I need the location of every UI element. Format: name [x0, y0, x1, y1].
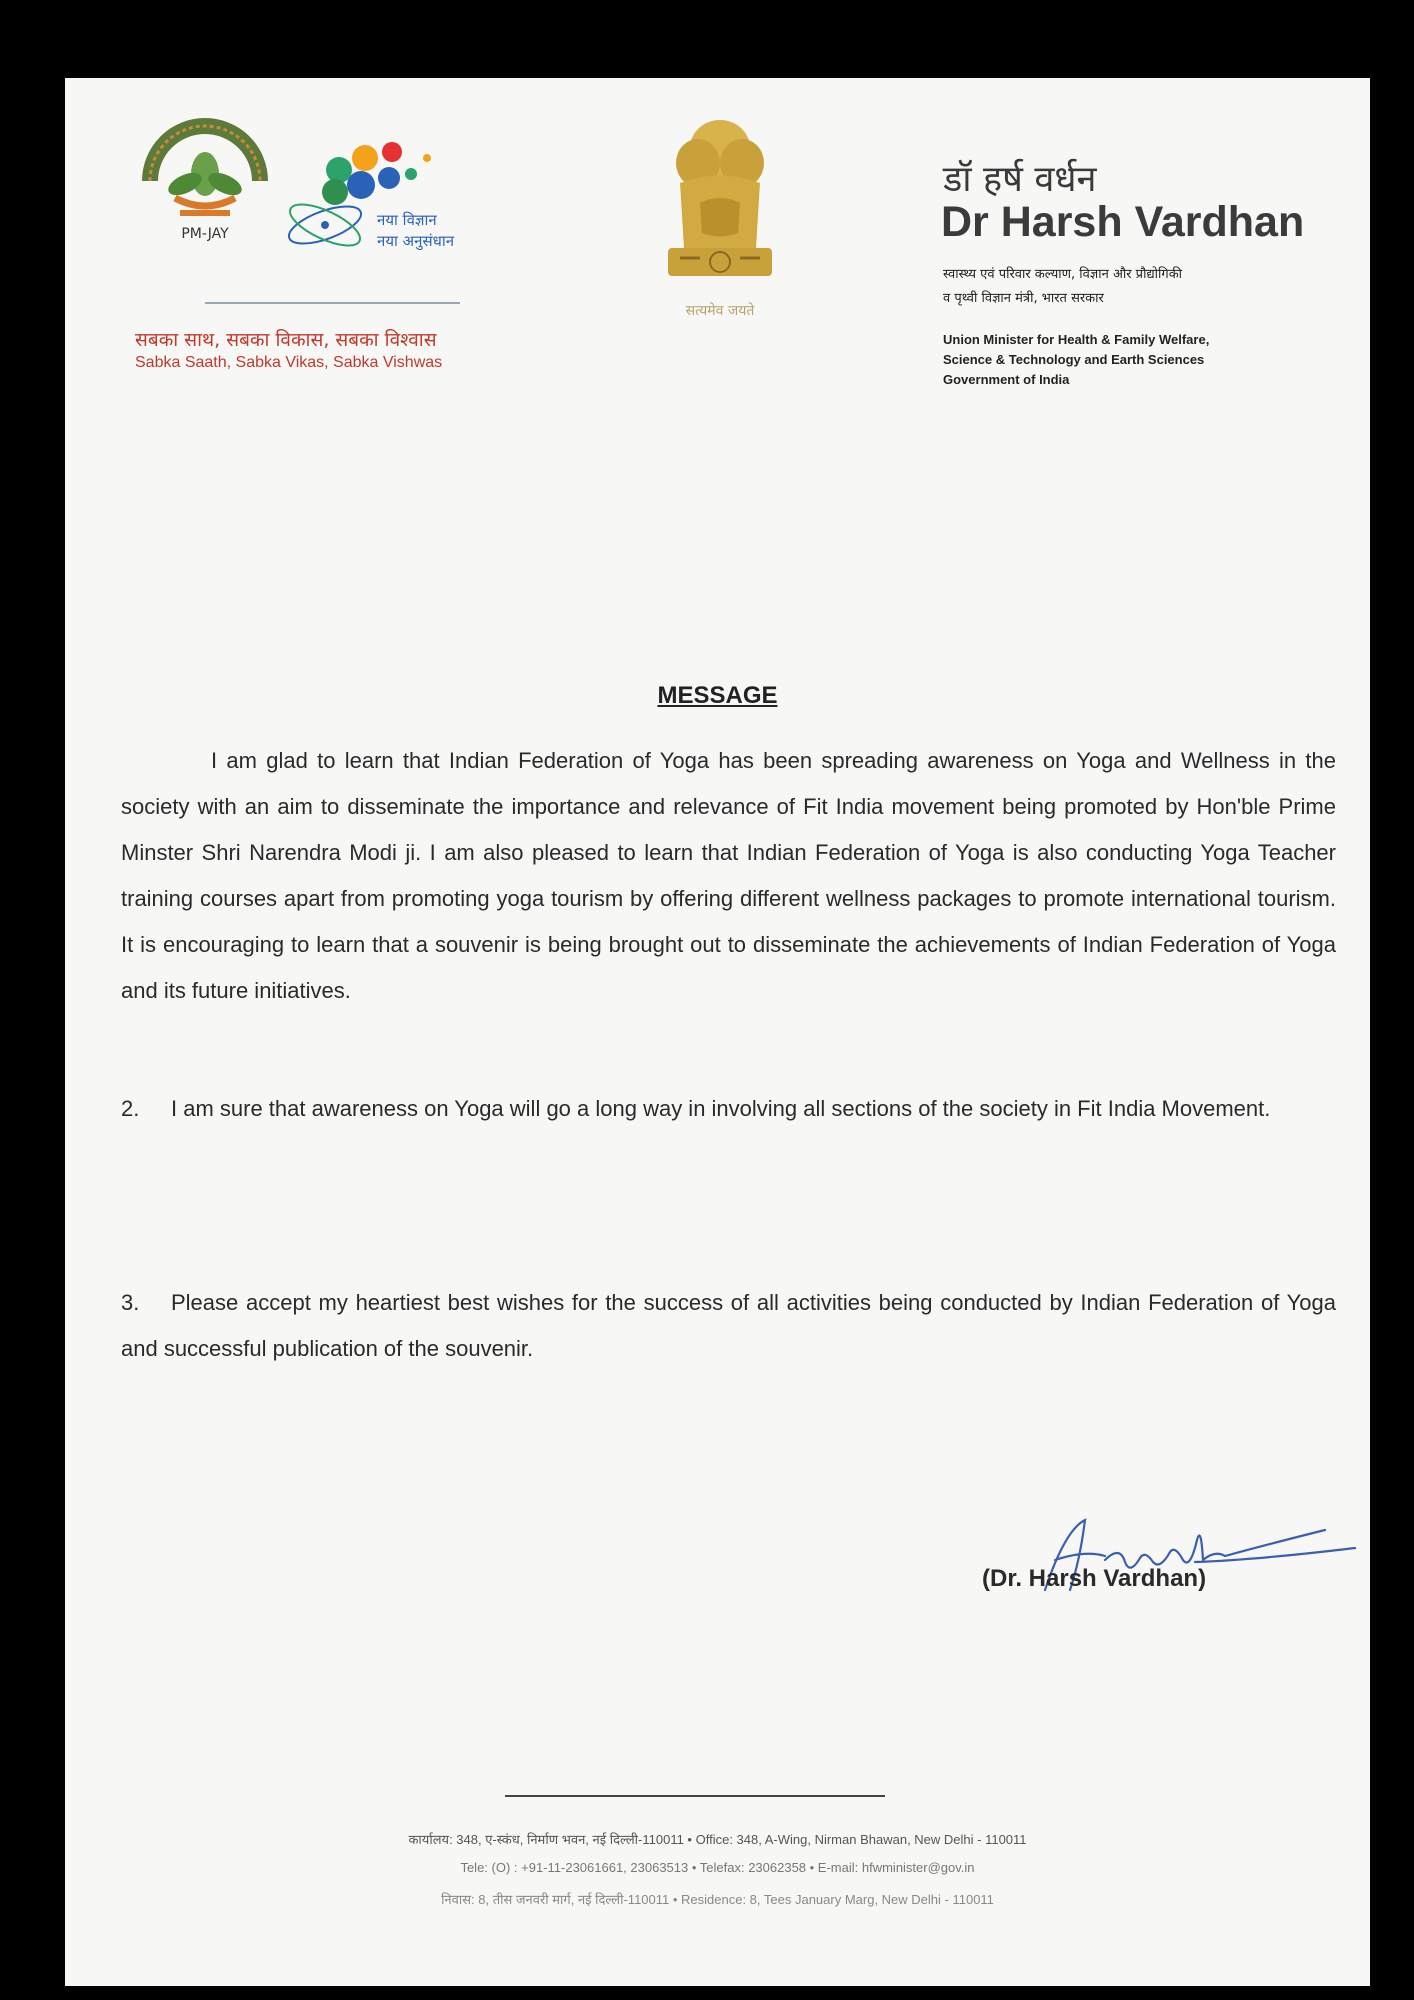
slogan-english: Sabka Saath, Sabka Vikas, Sabka Vishwas [135, 354, 443, 371]
message-paragraph-2 [121, 1086, 1336, 1132]
science-logo [277, 130, 487, 260]
pmjay-label: PM-JAY [181, 226, 229, 242]
science-label-1: नया विज्ञान [377, 211, 437, 229]
science-label-2: नया अनुसंधान [377, 232, 455, 250]
slogan-hindi: सबका साथ, सबका विकास, सबका विश्वास [135, 329, 437, 351]
pmjay-logo [130, 106, 280, 256]
designation-english [943, 330, 1370, 390]
footer-office-address: कार्यालय: 348, ए-स्कंध, निर्माण भवन, नई दिल्ली-110011 • Office: 348, A-Wing, Nirman Bhawan, New Delhi - 110011 [408, 1832, 1027, 1847]
footer-residence-address: निवास: 8, तीस जनवरी मार्ग, नई दिल्ली-110011 • Residence: 8, Tees January Marg, New Delhi - 110011 [441, 1892, 994, 1907]
message-paragraph-3 [121, 1280, 1336, 1372]
paragraph-text: Please accept my heartiest best wishes for the success of all activities being conducted by Indian Federation of Yoga and successful publication of the souvenir. [121, 1290, 1336, 1361]
designation-english-line: Government of India [943, 372, 1070, 387]
designation-hindi [943, 263, 1370, 311]
designation-hindi-line: स्वास्थ्य एवं परिवार कल्याण, विज्ञान और प्रौद्योगिकी [943, 267, 1183, 282]
designation-hindi-line: व पृथ्वी विज्ञान मंत्री, भारत सरकार [943, 291, 1104, 306]
minister-name-english: Dr Harsh Vardhan [941, 198, 1305, 246]
message-paragraph-1: I am glad to learn that Indian Federation of Yoga has been spreading awareness on Yoga and Wellness in the society with an aim to disseminate the importance and relevance of Fit India movement being promoted by Hon'ble Prime Minster Shri Narendra Modi ji. I am also pleased to learn that Indian Federation of Yoga is also conducting Yoga Teacher training courses apart from promoting yoga tourism by offering different wellness packages to promote international tourism. It is encouraging to learn that a souvenir is being brought out to disseminate the achievements of Indian Federation of Yoga and its future initiatives. [121, 748, 1336, 1003]
paragraph-number: 2. [121, 1096, 140, 1121]
footer-contact: Tele: (O) : +91-11-23061661, 23063513 • Telefax: 23062358 • E-mail: hfwminister@gov.in [460, 1860, 975, 1875]
paragraph-number: 3. [121, 1290, 140, 1315]
signatory-name: (Dr. Harsh Vardhan) [982, 1565, 1207, 1592]
designation-english-line: Science & Technology and Earth Sciences [943, 352, 1205, 367]
footer-divider [505, 1795, 885, 1797]
minister-name-hindi: डॉ हर्ष वर्धन [943, 159, 1097, 200]
emblem-caption: सत्यमेव जयते [685, 303, 755, 319]
designation-english-line: Union Minister for Health & Family Welfare, [943, 332, 1210, 347]
national-emblem-icon [650, 108, 790, 298]
logo-divider [205, 302, 460, 304]
letter-page [65, 78, 1370, 1986]
message-title: MESSAGE [657, 682, 778, 709]
paragraph-text: I am sure that awareness on Yoga will go a long way in involving all sections of the society in Fit India Movement. [171, 1096, 1271, 1121]
